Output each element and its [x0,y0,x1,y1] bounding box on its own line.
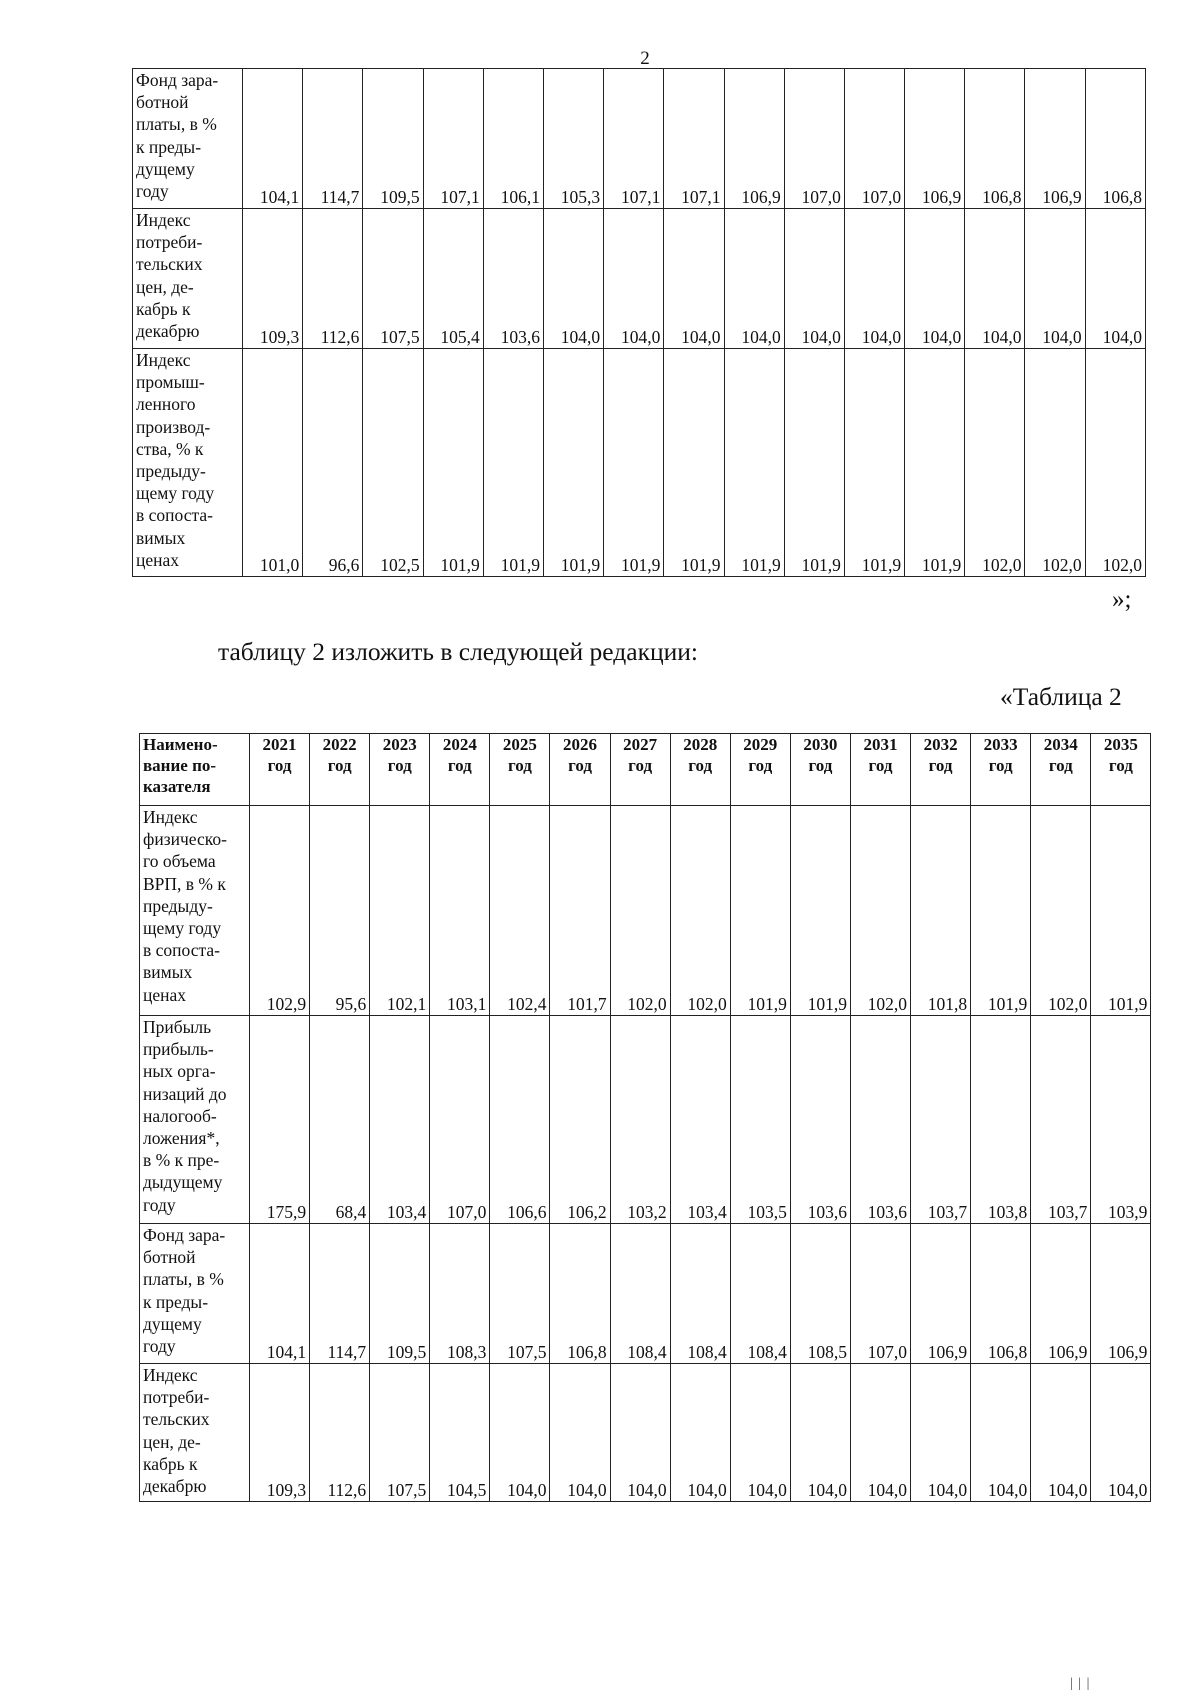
header-year: 2032 год [911,734,971,806]
value-cell: 108,4 [610,1224,670,1364]
value-cell: 102,0 [1085,349,1145,577]
table-row [133,69,1146,209]
header-year: 2030 год [790,734,850,806]
value-cell: 105,4 [423,209,483,349]
value-cell: 108,4 [670,1224,730,1364]
value-cell: 101,9 [423,349,483,577]
row-label: Прибыль прибыль- ных орга- низаций до налогооб- ложения*, в % к пре- дыдущему году [140,1016,250,1224]
value-cell: 104,0 [790,1364,850,1502]
value-cell: 104,0 [610,1364,670,1502]
value-cell: 107,5 [363,209,423,349]
value-cell: 101,0 [243,349,303,577]
row-label: Фонд зара- ботной платы, в % к преды- дущему году [140,1224,250,1364]
value-cell: 103,7 [1031,1016,1091,1224]
value-cell: 103,4 [670,1016,730,1224]
value-cell: 102,5 [363,349,423,577]
value-cell: 104,0 [784,209,844,349]
value-cell: 101,9 [784,349,844,577]
value-cell: 103,9 [1091,1016,1151,1224]
value-cell: 106,8 [965,69,1025,209]
value-cell: 114,7 [310,1224,370,1364]
value-cell: 175,9 [250,1016,310,1224]
value-cell: 104,0 [670,1364,730,1502]
value-cell: 114,7 [303,69,363,209]
value-cell: 108,3 [430,1224,490,1364]
value-cell: 104,0 [1091,1364,1151,1502]
row-label: Индекс промыш- ленного производ- ства, % к предыду- щему году в сопоста- вимых ценах [133,349,243,577]
value-cell: 106,8 [550,1224,610,1364]
value-cell: 104,0 [1031,1364,1091,1502]
header-year: 2028 год [670,734,730,806]
table-2-header-row [140,734,1151,806]
value-cell: 101,9 [790,806,850,1016]
table-row [140,1364,1151,1502]
value-cell: 103,7 [911,1016,971,1224]
header-year: 2033 год [971,734,1031,806]
value-cell: 104,0 [1085,209,1145,349]
value-cell: 104,0 [550,1364,610,1502]
header-year: 2025 год [490,734,550,806]
value-cell: 104,1 [250,1224,310,1364]
value-cell: 106,9 [905,69,965,209]
value-cell: 103,2 [610,1016,670,1224]
value-cell: 104,0 [971,1364,1031,1502]
value-cell: 103,4 [370,1016,430,1224]
value-cell: 101,9 [543,349,603,577]
footer-marks: | | | [1070,1676,1091,1691]
value-cell: 103,8 [971,1016,1031,1224]
value-cell: 104,0 [850,1364,910,1502]
value-cell: 103,5 [730,1016,790,1224]
value-cell: 95,6 [310,806,370,1016]
value-cell: 109,5 [363,69,423,209]
value-cell: 106,8 [971,1224,1031,1364]
header-year: 2035 год [1091,734,1151,806]
value-cell: 104,5 [430,1364,490,1502]
header-year: 2023 год [370,734,430,806]
header-year: 2026 год [550,734,610,806]
table-2-caption: «Таблица 2 [1000,682,1122,711]
value-cell: 101,9 [664,349,724,577]
header-year: 2022 год [310,734,370,806]
value-cell: 104,0 [905,209,965,349]
value-cell: 106,6 [490,1016,550,1224]
value-cell: 106,2 [550,1016,610,1224]
value-cell: 102,0 [1025,349,1085,577]
value-cell: 107,1 [423,69,483,209]
value-cell: 101,7 [550,806,610,1016]
table-row [140,1016,1151,1224]
value-cell: 102,0 [850,806,910,1016]
value-cell: 101,8 [911,806,971,1016]
header-year: 2031 год [850,734,910,806]
value-cell: 109,3 [243,209,303,349]
table-row [133,209,1146,349]
value-cell: 102,0 [965,349,1025,577]
value-cell: 107,0 [430,1016,490,1224]
table-1-continuation [132,68,1146,577]
header-indicator-name: Наимено- вание по- казателя [140,734,250,806]
value-cell: 106,9 [911,1224,971,1364]
table-2-body [140,806,1151,1502]
value-cell: 104,0 [965,209,1025,349]
value-cell: 102,0 [670,806,730,1016]
value-cell: 102,0 [1031,806,1091,1016]
value-cell: 107,5 [370,1364,430,1502]
value-cell: 106,9 [1091,1224,1151,1364]
table-row [140,1224,1151,1364]
row-label: Индекс физическо- го объема ВРП, в % к предыду- щему году в сопоста- вимых ценах [140,806,250,1016]
value-cell: 104,0 [543,209,603,349]
value-cell: 102,4 [490,806,550,1016]
row-label: Индекс потреби- тельских цен, де- кабрь к декабрю [140,1364,250,1502]
value-cell: 105,3 [543,69,603,209]
value-cell: 96,6 [303,349,363,577]
value-cell: 112,6 [310,1364,370,1502]
value-cell: 107,5 [490,1224,550,1364]
value-cell: 104,0 [664,209,724,349]
value-cell: 106,1 [483,69,543,209]
page-number: 2 [640,48,650,69]
value-cell: 104,1 [243,69,303,209]
value-cell: 104,0 [730,1364,790,1502]
table-2 [139,733,1151,1502]
value-cell: 101,9 [1091,806,1151,1016]
value-cell: 103,6 [790,1016,850,1224]
row-label: Фонд зара- ботной платы, в % к преды- дущему году [133,69,243,209]
value-cell: 103,1 [430,806,490,1016]
value-cell: 106,9 [724,69,784,209]
value-cell: 104,0 [724,209,784,349]
instruction-text: таблицу 2 изложить в следующей редакции: [218,637,698,666]
value-cell: 102,0 [610,806,670,1016]
value-cell: 107,1 [664,69,724,209]
value-cell: 106,8 [1085,69,1145,209]
value-cell: 102,1 [370,806,430,1016]
header-year: 2029 год [730,734,790,806]
value-cell: 106,9 [1025,69,1085,209]
value-cell: 103,6 [850,1016,910,1224]
row-label: Индекс потреби- тельских цен, де- кабрь к декабрю [133,209,243,349]
value-cell: 102,9 [250,806,310,1016]
header-year: 2024 год [430,734,490,806]
value-cell: 101,9 [724,349,784,577]
header-year: 2021 год [250,734,310,806]
value-cell: 107,0 [784,69,844,209]
table-1-body [133,69,1146,577]
table-row [140,806,1151,1016]
value-cell: 107,0 [844,69,904,209]
value-cell: 104,0 [490,1364,550,1502]
value-cell: 101,9 [971,806,1031,1016]
value-cell: 112,6 [303,209,363,349]
header-year: 2034 год [1031,734,1091,806]
value-cell: 103,6 [483,209,543,349]
value-cell: 101,9 [730,806,790,1016]
value-cell: 104,0 [844,209,904,349]
value-cell: 107,1 [604,69,664,209]
value-cell: 101,9 [844,349,904,577]
value-cell: 109,5 [370,1224,430,1364]
value-cell: 109,3 [250,1364,310,1502]
value-cell: 104,0 [911,1364,971,1502]
value-cell: 106,9 [1031,1224,1091,1364]
value-cell: 101,9 [483,349,543,577]
header-year: 2027 год [610,734,670,806]
value-cell: 104,0 [1025,209,1085,349]
value-cell: 68,4 [310,1016,370,1224]
closing-quote: »; [1112,586,1132,613]
value-cell: 108,5 [790,1224,850,1364]
value-cell: 104,0 [604,209,664,349]
value-cell: 101,9 [604,349,664,577]
value-cell: 101,9 [905,349,965,577]
value-cell: 107,0 [850,1224,910,1364]
table-row [133,349,1146,577]
value-cell: 108,4 [730,1224,790,1364]
